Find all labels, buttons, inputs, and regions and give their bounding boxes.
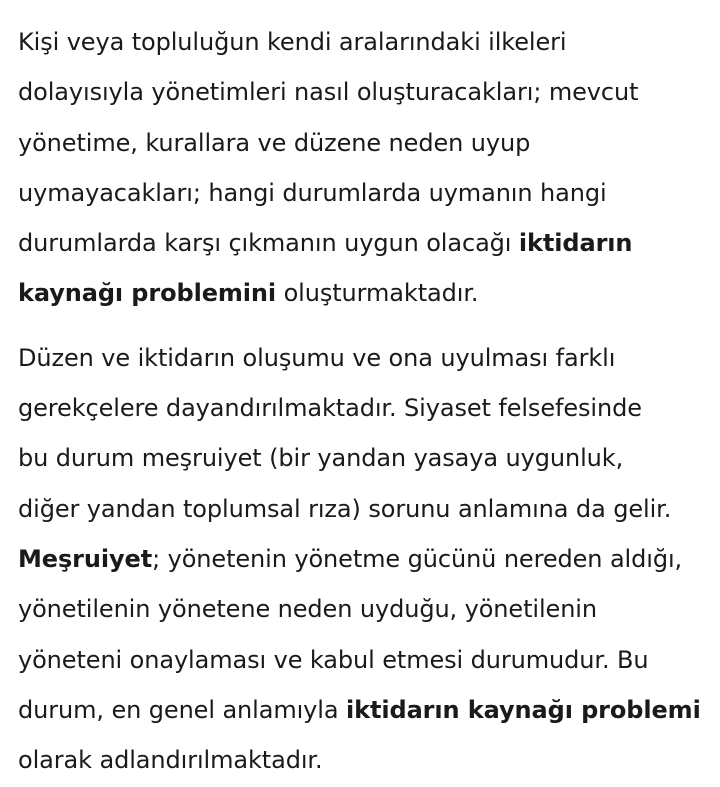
text-run: ; yönetenin yönetme gücünü nereden aldığı, (152, 544, 683, 573)
text-run: Kişi veya topluluğun kendi aralarındaki ilkeleri (18, 28, 567, 56)
text-line (18, 383, 710, 433)
text-run: yöneteni onaylaması ve kabul etmesi durumudur. Bu (18, 645, 649, 674)
text-line (18, 433, 710, 483)
text-run: bu durum meşruiyet (bir yandan yasaya uygunluk, (18, 444, 624, 473)
text-run: Düzen ve iktidarın oluşumu ve ona uyulması farklı (18, 343, 616, 372)
text-line (18, 484, 710, 534)
text-run: olarak adlandırılmaktadır. (18, 746, 323, 775)
text-line (18, 534, 710, 584)
text-line (18, 268, 710, 318)
bold-term: Meşruiyet (18, 544, 153, 573)
bold-term: kaynağı problemini (18, 279, 277, 308)
text-line (18, 118, 710, 168)
text-line (18, 168, 710, 218)
text-run: gerekçelere dayandırılmaktadır. Siyaset felsefesinde (18, 394, 642, 423)
text-line (18, 333, 710, 383)
bold-term: iktidarın (518, 229, 633, 258)
text-run: durum, en genel anlamıyla (18, 695, 346, 724)
paragraph-2 (18, 333, 710, 786)
text-run: oluşturmaktadır. (276, 279, 479, 308)
text-line (18, 67, 710, 117)
text-line (18, 218, 710, 268)
text-run: durumlarda karşı çıkmanın uygun olacağı (18, 229, 519, 258)
text-run: yönetilenin yönetene neden uyduğu, yönetilenin (18, 595, 597, 624)
text-line (18, 735, 710, 785)
text-line (18, 685, 710, 735)
text-run: yönetime, kurallara ve düzene neden uyup (18, 128, 531, 157)
text-run: dolayısıyla yönetimleri nasıl oluşturacakları; mevcut (18, 78, 639, 107)
paragraph-1 (18, 17, 710, 319)
text-run: diğer yandan toplumsal rıza) sorunu anlamına da gelir. (18, 494, 672, 523)
text-line (18, 635, 710, 685)
bold-term: iktidarın kaynağı problemi (346, 695, 701, 724)
text-run: uymayacakları; hangi durumlarda uymanın hangi (18, 178, 607, 207)
text-line (18, 584, 710, 634)
text-line (18, 17, 710, 67)
